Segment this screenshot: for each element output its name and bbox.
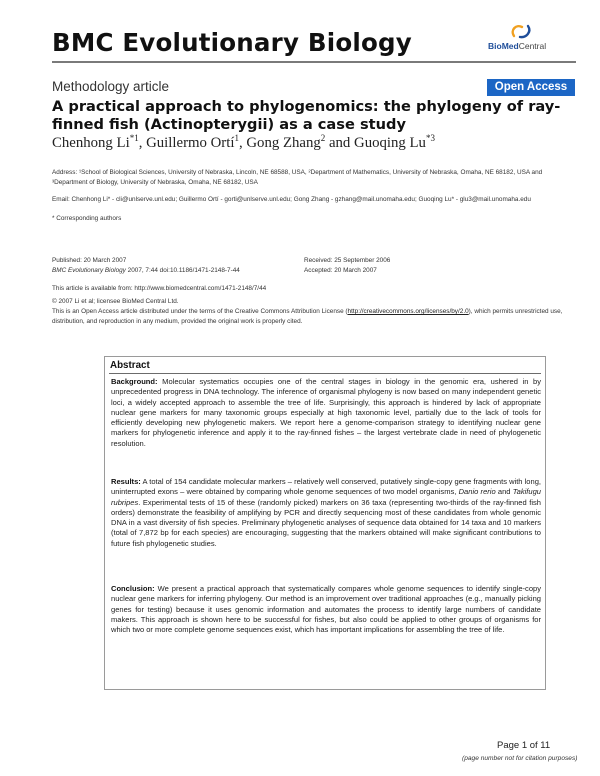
abstract-results: Results: A total of 154 candidate molecular markers – relatively well conserved, putatively single-copy gene fragments with long, uninterrupted exons – were obtained by comparing whole genome sequences of two model organisms, Danio rerio and Takifugu rubripes. Experimental tests of 15 of these (randomly picked) markers on 36 taxa (representing two-thirds of the ray-finned fish orders) demonstrate the feasibility of amplifying by PCR and directly sequencing most of these candidates from whole genomic DNA in a vast diversity of fish species. Preliminary phylogenetic analyses of sequence data obtained for 14 taxa and 10 markers (total of 7,872 bp for each species) are encouraging, suggesting that the markers obtained will make significant contributions to future fish phylogenetic studies. [111, 477, 541, 548]
author-emails[interactable]: Email: Chenhong Li* - cli@unlserve.unl.edu; Guillermo Ortí - gorti@unlserve.unl.edu; Gong Zhang - gzhang@mail.unomaha.edu; Guoqing Lu* - glu3@mail.unomaha.edu [52, 196, 531, 203]
abstract-heading: Abstract [110, 360, 150, 371]
author-list: Chenhong Li$^{*1}$, Guillermo Ortí$^1$, Gong Zhang$^2$ and Guoqing Lu$^{*3}$ [52, 133, 435, 151]
author-name[interactable]: Guillermo Ortí [146, 135, 235, 151]
published-date: Published: 20 March 2007 [52, 257, 127, 264]
corresponding-note: * Corresponding authors [52, 215, 122, 222]
journal-title: BMC Evolutionary Biology [52, 28, 412, 57]
author-name[interactable]: Chenhong Li [52, 135, 130, 151]
publication-info [52, 256, 302, 275]
received-accepted [304, 256, 554, 275]
license-text: This is an Open Access article distributed under the terms of the Creative Commons Attribution License (http://creativecommons.org/licenses/by/2.0), which permits unrestricted use, distribution, and reproduction in any medium, provided the original work is properly cited. [52, 308, 563, 325]
biomed-logo-icon [508, 22, 534, 40]
abstract-box [104, 356, 546, 690]
citation-line: BMC Evolutionary Biology 2007, 7:44 doi:10.1186/1471-2148-7-44 [52, 266, 240, 274]
biomedcentral-logo[interactable] [488, 22, 558, 54]
affiliation-address: Address: ¹School of Biological Sciences, University of Nebraska, Lincoln, NE 68588, USA, ²Department of Mathematics, University of Nebraska, Omaha, NE 68182, USA and ³Department of Biology, University of Nebraska, Omaha, NE 68182, USA [52, 169, 543, 186]
author-name[interactable]: Guoqing Lu [354, 135, 426, 151]
received-date: Received: 25 September 2006 [304, 257, 391, 264]
page-number: Page 1 of 11 [497, 740, 551, 751]
author-name[interactable]: Gong Zhang [246, 135, 321, 151]
abstract-background: Background: Molecular systematics occupies one of the central stages in biology in the genomic era, ushered in by unprecedented progress in DNA technology. The inference of organismal phylogeny is now based on many independent genetic loci, a widely accepted approach to assemble the tree of life. Surprisingly, this approach is hindered by lack of appropriate nuclear gene markers for many taxonomic groups especially at high taxonomic level, partially due to the lack of tools for efficiently developing new phylogenetic makers. We report here a genome-comparison strategy to identifying nuclear gene markers for phylogenetic inference and apply it to the ray-finned fishes – the largest vertebrate clade in need of phylogenetic resolution. [111, 377, 541, 448]
accepted-date: Accepted: 20 March 2007 [304, 266, 377, 274]
license-link[interactable]: http://creativecommons.org/licenses/by/2.0 [347, 308, 469, 315]
article-title: A practical approach to phylogenomics: the phylogeny of ray-finned fish (Actinopterygii) as a case study [52, 98, 561, 133]
abstract-conclusion: Conclusion: We present a practical approach that systematically compares whole genome sequences to identify single-copy nuclear gene markers for inferring phylogeny. Our method is an improvement over traditional approaches (e.g., manually picking genes for testing) because it uses genomic information and automates the process to identify large numbers of candidate makers. This approach is shown here to be successful for fishes, but also could be applied to other groups of organisms for which two or more complete genome sequences exist, which has important implications for assembling the tree of life. [111, 584, 541, 635]
copyright: © 2007 Li et al; licensee BioMed Central Ltd. [52, 298, 179, 305]
availability-link[interactable]: This article is available from: http://www.biomedcentral.com/1471-2148/7/44 [52, 285, 267, 292]
open-access-badge[interactable]: Open Access [487, 79, 575, 96]
logo-wordmark: BioMedCentral [488, 41, 547, 51]
abstract-rule [109, 373, 541, 374]
article-type: Methodology article [52, 79, 170, 94]
page-number-note: (page number not for citation purposes) [462, 755, 578, 762]
header-rule [52, 61, 576, 63]
